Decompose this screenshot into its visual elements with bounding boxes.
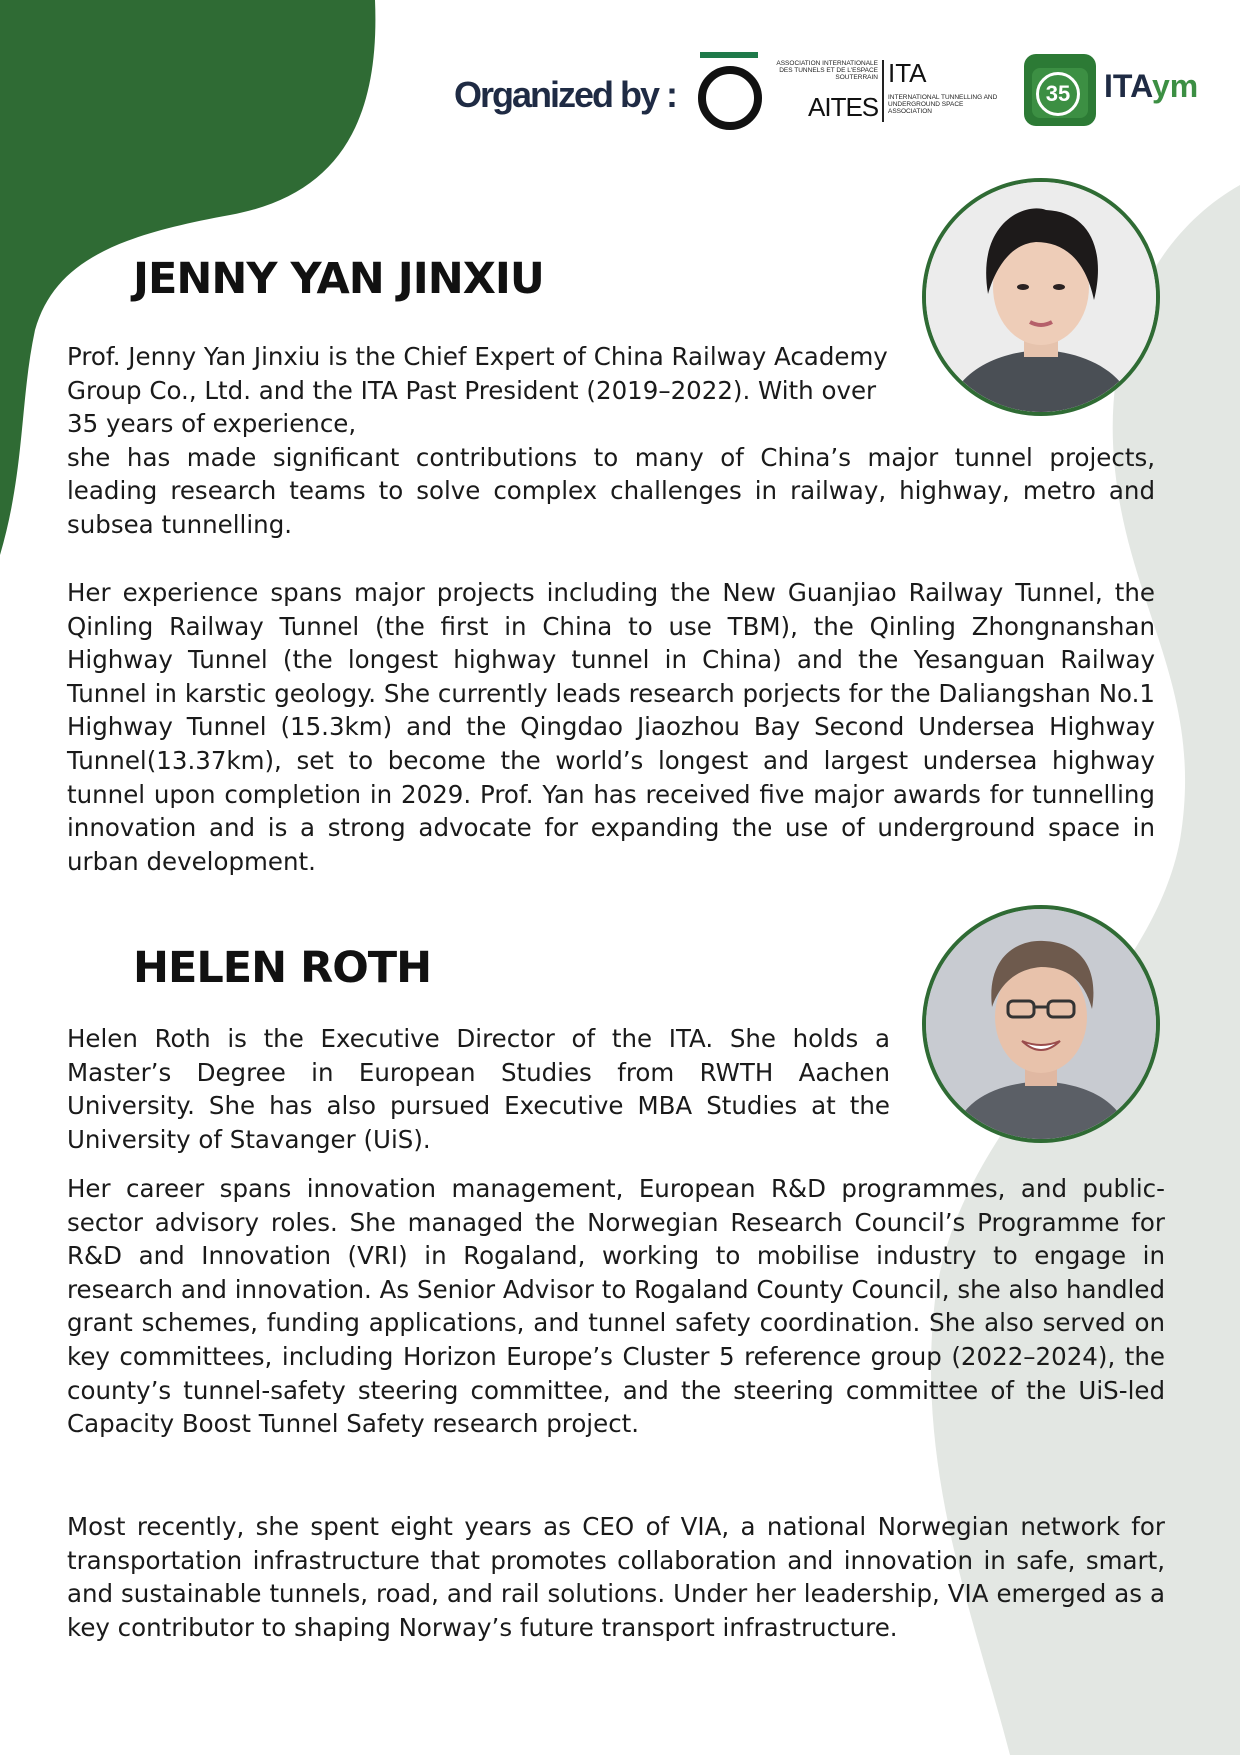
- itaym-badge-icon: [1024, 54, 1096, 126]
- ita-aites-logo: [698, 48, 998, 138]
- logo-accent-bar: [700, 52, 758, 58]
- logo-divider: [882, 60, 884, 122]
- itaym-wordmark-ita: ITA: [1104, 68, 1152, 104]
- portrait-icon: [926, 909, 1156, 1139]
- helen-roth-bio-intro: Helen Roth is the Executive Director of the ITA. She holds a Master’s Degree in European Studies from RWTH Aachen University. She has also pursued Executive MBA Studies at the University of Stavanger (UiS).: [67, 1024, 890, 1154]
- speaker-name-jenny-yan: JENNY YAN JINXIU: [133, 254, 544, 304]
- jenny-yan-bio-intro-first: Prof. Jenny Yan Jinxiu is the Chief Expert of China Railway Academy Group Co., Ltd. and the ITA Past President (2019–2022). With over 35 years of experience,: [67, 342, 888, 439]
- logo-ita-text: ITA: [888, 58, 927, 88]
- organized-by-label: Organized by :: [454, 74, 677, 115]
- itaym-logo: [1024, 54, 1214, 134]
- itaym-wordmark: [1104, 68, 1198, 105]
- itaym-wordmark-ym: ym: [1151, 68, 1199, 104]
- jenny-yan-bio-intro-cont: she has made significant contributions to many of China’s major tunnel projects, leading research teams to solve complex challenges in railway, highway, metro and subsea tunnelling.: [67, 442, 1155, 539]
- organizer-header: [450, 48, 1210, 138]
- helen-roth-bio-recent: Most recently, she spent eight years as CEO of VIA, a national Norwegian network for transportation infrastructure that promotes collaboration and innovation in safe, smart, and sustainable tunnels, road, and rail solutions. Under her leadership, VIA emerged as a key contributor to shaping Norway’s future transport infrastructure.: [67, 1512, 1165, 1642]
- itaym-badge-number: 35: [1036, 72, 1080, 116]
- logo-international-text: INTERNATIONAL TUNNELLING AND UNDERGROUND SPACE ASSOCIATION: [888, 94, 998, 115]
- helen-roth-portrait-photo: [922, 905, 1160, 1143]
- jenny-yan-bio-experience: Her experience spans major projects including the New Guanjiao Railway Tunnel, the Qinling Railway Tunnel (the first in China to use TBM), the Qinling Zhongnanshan Highway Tunnel (the longest highway tunnel in China) and the Yesanguan Railway Tunnel in karstic geology. She currently leads research porjects for the Daliangshan No.1 Highway Tunnel (15.3km) and the Qingdao Jiaozhou Bay Second Undersea Highway Tunnel(13.37km), set to become the world’s longest and largest undersea highway tunnel upon completion in 2029. Prof. Yan has received five major awards for tunnelling innovation and is a strong advocate for expanding the use of underground space in urban development.: [67, 578, 1155, 876]
- logo-association-text: ASSOCIATION INTERNATIONALE DES TUNNELS ET DE L'ESPACE SOUTERRAIN: [776, 60, 878, 81]
- logo-aites-text: AITES: [808, 92, 879, 122]
- speaker-name-helen-roth: HELEN ROTH: [133, 943, 432, 993]
- helen-roth-bio-career: Her career spans innovation management, European R&D programmes, and public-sector advisory roles. She managed the Norwegian Research Council’s Programme for R&D and Innovation (VRI) in Rogaland, working to mobilise industry to engage in research and innovation. As Senior Advisor to Rogaland County Council, she also handled grant schemes, funding applications, and tunnel safety coordination. She also served on key committees, including Horizon Europe’s Cluster 5 reference group (2022–2024), the county’s tunnel-safety steering committee, and the steering committee of the UiS-led Capacity Boost Tunnel Safety research project.: [67, 1174, 1165, 1439]
- jenny-yan-bio-intro: [67, 340, 1155, 542]
- ring-icon: [698, 66, 762, 130]
